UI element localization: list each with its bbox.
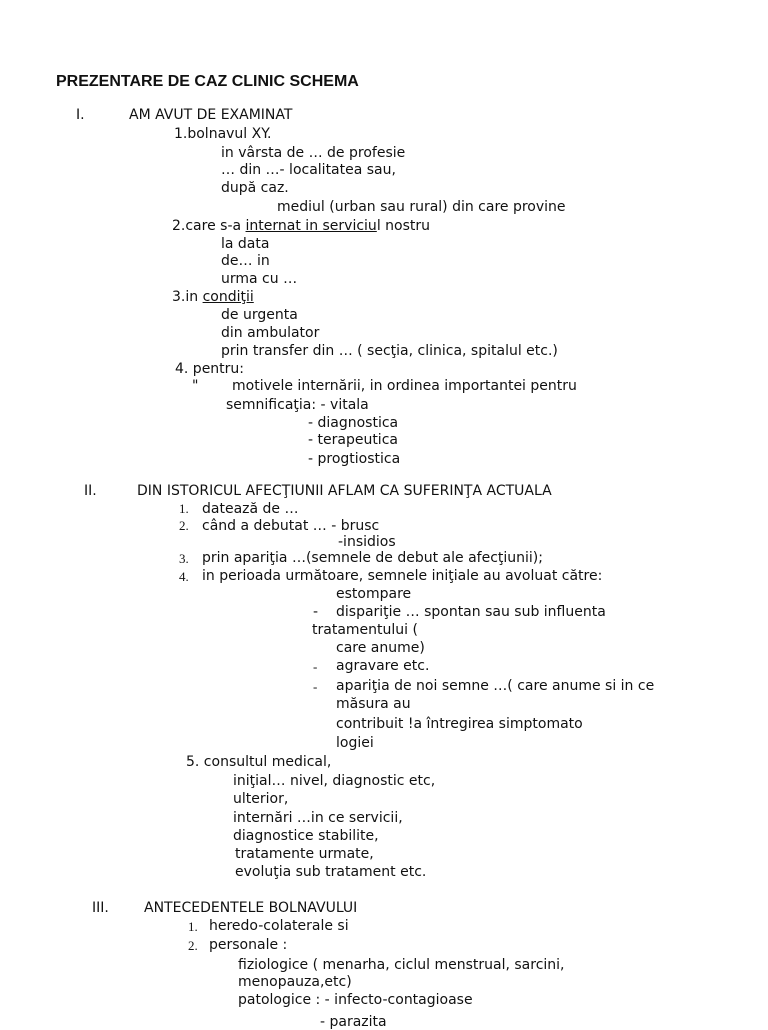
list-item: patologice : - infecto-contagioase	[238, 992, 473, 1008]
list-item: ulterior,	[233, 791, 289, 807]
section-1-number: I.	[76, 107, 85, 123]
list-item: fiziologice ( menarha, ciclul menstrual, sarcini,	[238, 957, 565, 973]
list-item: - parazita	[320, 1014, 387, 1030]
list-item: 4. pentru:	[175, 361, 245, 377]
list-item: dispariţie … spontan sau sub influenta	[336, 604, 606, 620]
list-item: 3.in condiţii	[172, 289, 254, 305]
list-item: care anume)	[336, 640, 425, 656]
list-item: prin apariţia …(semnele de debut ale afecţiunii);	[202, 550, 543, 566]
list-number: 2.	[179, 518, 189, 533]
list-item: tratamentului (	[312, 622, 418, 638]
list-item: urma cu …	[221, 271, 298, 287]
list-item: menopauza,etc)	[238, 974, 352, 990]
list-item: heredo-colaterale si	[209, 918, 349, 934]
list-item: din ambulator	[221, 325, 320, 341]
list-item: după caz.	[221, 180, 289, 196]
list-item: - diagnostica	[308, 415, 399, 431]
document-title: PREZENTARE DE CAZ CLINIC SCHEMA	[56, 73, 359, 90]
list-item: - terapeutica	[308, 432, 398, 448]
section-2-heading: DIN ISTORICUL AFECŢIUNII AFLAM CA SUFERINŢA ACTUALA	[137, 483, 552, 499]
list-item: de urgenta	[221, 307, 298, 323]
list-item: evoluţia sub tratament etc.	[235, 864, 427, 880]
list-number: 4.	[179, 569, 189, 584]
list-item: 2.care s-a internat in serviciul nostru	[172, 218, 431, 234]
section-1-heading: AM AVUT DE EXAMINAT	[129, 107, 293, 123]
list-item: agravare etc.	[336, 658, 430, 674]
list-item: de… in	[221, 253, 270, 269]
list-item: 1.bolnavul XY.	[174, 126, 272, 142]
list-item: estompare	[336, 586, 412, 602]
list-item: semnificaţia: - vitala	[226, 397, 369, 413]
list-number: 2.	[188, 938, 198, 953]
list-item: contribuit !a întregirea simptomato	[336, 716, 583, 732]
list-item: prin transfer din … ( secţia, clinica, spitalul etc.)	[221, 343, 558, 359]
list-item: apariţia de noi semne …( care anume si in ce	[336, 678, 655, 694]
underlined-text: internat in serviciu	[245, 218, 377, 234]
section-3-heading: ANTECEDENTELE BOLNAVULUI	[144, 900, 358, 916]
list-item: datează de …	[202, 501, 299, 517]
list-number: 3.	[179, 551, 189, 566]
quote-mark: "	[192, 378, 199, 394]
list-item: măsura au	[336, 696, 411, 712]
list-item: 5. consultul medical,	[186, 754, 332, 770]
list-item: -insidios	[338, 534, 396, 550]
list-item: diagnostice stabilite,	[233, 828, 379, 844]
list-item: când a debutat … - brusc	[202, 518, 380, 534]
list-item: in vârsta de … de profesie	[221, 145, 406, 161]
list-number: 1.	[179, 501, 189, 516]
list-item: la data	[221, 236, 270, 252]
dash-bullet: -	[313, 679, 318, 694]
list-item: logiei	[336, 735, 374, 751]
list-number: 1.	[188, 919, 198, 934]
list-item: motivele internării, in ordinea importantei pentru	[232, 378, 577, 394]
list-item: mediul (urban sau rural) din care provine	[277, 199, 566, 215]
dash-bullet: -	[313, 659, 318, 674]
list-item: … din …- localitatea sau,	[221, 162, 396, 178]
list-item: tratamente urmate,	[235, 846, 374, 862]
list-item: iniţial… nivel, diagnostic etc,	[233, 773, 436, 789]
underlined-text: condiţii	[202, 289, 254, 305]
list-item: personale :	[209, 937, 288, 953]
section-3-number: III.	[92, 900, 109, 916]
list-item: - progtiostica	[308, 451, 401, 467]
list-item: internări …in ce servicii,	[233, 810, 403, 826]
dash-bullet: -	[313, 604, 319, 620]
section-2-number: II.	[84, 483, 97, 499]
list-item: in perioada următoare, semnele iniţiale au avoluat către:	[202, 568, 603, 584]
